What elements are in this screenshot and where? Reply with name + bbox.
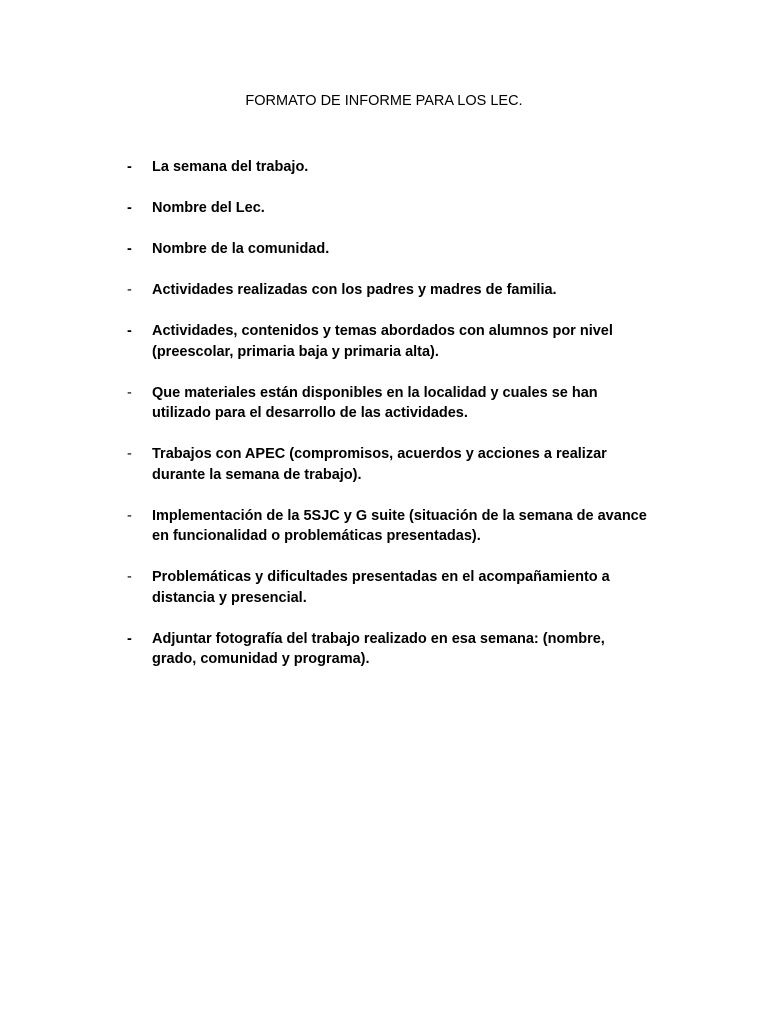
list-item [127, 280, 647, 301]
list-item-text: Que materiales están disponibles en la localidad y cuales se han utilizado para el desarrollo de las actividades. [152, 384, 598, 421]
list-item-text: Trabajos con APEC (compromisos, acuerdos y acciones a realizar durante la semana de trabajo). [152, 446, 607, 483]
list-item-text: Problemáticas y dificultades presentadas en el acompañamiento a distancia y presencial. [152, 569, 610, 606]
dash-bullet: - [127, 507, 132, 524]
list-item [127, 383, 647, 424]
dash-bullet: - [127, 159, 132, 175]
list-item-text: La semana del trabajo. [152, 159, 309, 175]
list-item-text: Nombre del Lec. [152, 200, 265, 216]
dash-bullet: - [127, 384, 132, 401]
list-item [127, 321, 647, 362]
list-item-text: Adjuntar fotografía del trabajo realizado en esa semana: (nombre, grado, comunidad y programa). [152, 630, 605, 667]
list-item [127, 506, 647, 547]
document-title: FORMATO DE INFORME PARA LOS LEC. [245, 93, 523, 109]
dash-bullet: - [127, 241, 132, 257]
list-item-text: Implementación de la 5SJC y G suite (situación de la semana de avance en funcionalidad o problemáticas presentadas). [152, 507, 647, 544]
list-item [127, 567, 647, 608]
dash-bullet: - [127, 630, 132, 647]
list-item [127, 239, 647, 260]
list-item-text: Actividades, contenidos y temas abordados con alumnos por nivel (preescolar, primaria baja y primaria alta). [152, 323, 613, 360]
list-item [127, 444, 647, 485]
dash-bullet: - [127, 282, 132, 298]
report-items-list [127, 157, 647, 690]
dash-bullet: - [127, 446, 132, 462]
list-item-text: Actividades realizadas con los padres y madres de familia. [152, 282, 557, 298]
dash-bullet: - [127, 200, 132, 216]
dash-bullet: - [127, 569, 132, 585]
list-item-text: Nombre de la comunidad. [152, 241, 330, 257]
list-item [127, 157, 647, 178]
dash-bullet: - [127, 323, 132, 339]
list-item [127, 629, 647, 670]
list-item [127, 198, 647, 219]
